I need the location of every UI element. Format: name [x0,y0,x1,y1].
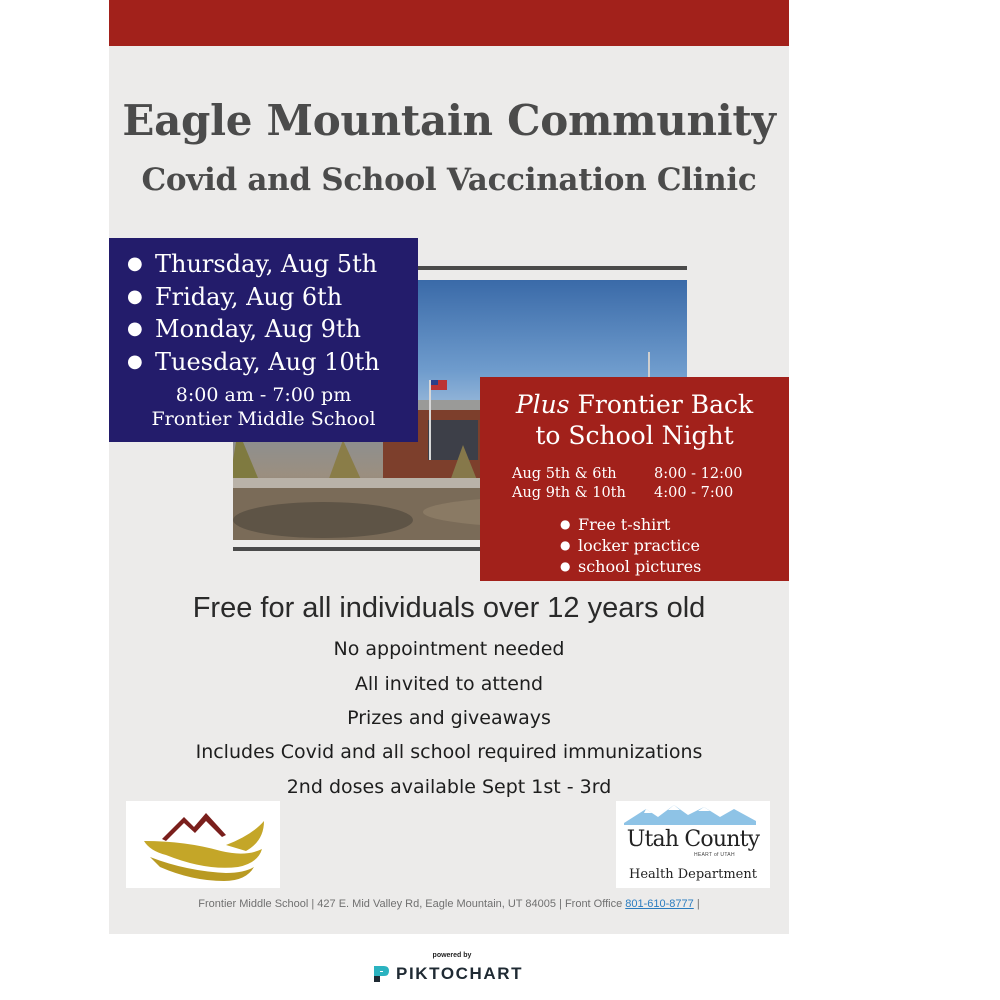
perk-text: Free t-shirt [578,515,671,534]
clinic-location: Frontier Middle School [151,408,376,430]
top-red-band [109,0,789,46]
info-line: 2nd doses available Sept 1st - 3rd [286,776,612,798]
date-text: Friday, Aug 6th [155,282,343,311]
back-to-school-title [480,389,789,451]
date-text: Thursday, Aug 5th [155,250,378,278]
eagle-mountain-logo-icon [126,801,280,888]
clinic-hours: 8:00 am - 7:00 pm [175,384,352,406]
page-subtitle: Covid and School Vaccination Clinic [141,162,757,198]
date-item [127,346,380,379]
clinic-dates-list [127,248,380,378]
schedule-dates: Aug 9th & 10th [512,485,626,501]
utah-county-tagline: HEART of UTAH [694,852,735,858]
bullet-icon: ● [560,517,571,531]
date-item [127,248,380,281]
title-line2: to School Night [535,421,734,450]
flyer [109,0,789,934]
perk-text: locker practice [578,536,700,555]
date-text: Tuesday, Aug 10th [155,347,380,376]
schedule-time: 4:00 - 7:00 [654,485,734,501]
info-line: Prizes and giveaways [347,707,551,729]
piktochart-brand[interactable] [372,963,523,985]
footer-address: Frontier Middle School | 427 E. Mid Valley Rd, Eagle Mountain, UT 84005 | Front Office [198,898,626,910]
schedule-time: 8:00 - 12:00 [654,466,743,482]
free-headline: Free for all individuals over 12 years old [192,592,706,624]
utah-county-name: Utah County [626,827,760,852]
plus-word: Plus [515,390,570,419]
date-item [127,313,380,346]
bullet-icon: ● [560,538,571,552]
bullet-icon: ● [127,350,143,372]
date-item [127,281,380,314]
bullet-icon: ● [127,253,143,274]
back-to-school-box [480,377,789,581]
perk-item [560,556,701,577]
perk-item [560,535,701,556]
bullet-icon: ● [560,559,571,573]
health-department-label: Health Department [629,867,757,882]
info-line: No appointment needed [333,638,565,660]
eagle-mountain-logo [126,801,280,888]
powered-by-label: powered by [432,952,472,959]
phone-link[interactable]: 801-610-8777 [625,898,694,910]
bullet-icon: ● [127,285,143,307]
info-line: All invited to attend [354,673,544,695]
back-to-school-schedule [512,465,742,503]
piktochart-wordmark: PIKTOCHART [396,964,524,983]
perk-text: school pictures [578,557,702,576]
back-to-school-perks [560,514,701,577]
schedule-row [512,465,742,484]
piktochart-logo-icon [372,964,390,984]
bullet-icon: ● [127,318,143,339]
info-line: Includes Covid and all school required immunizations [195,741,703,763]
footer-suffix: | [693,898,700,910]
perk-item [560,514,701,535]
utah-county-logo [616,801,770,888]
date-text: Monday, Aug 9th [155,315,361,343]
schedule-dates: Aug 5th & 6th [512,466,617,482]
clinic-dates-box [109,238,418,442]
page-title: Eagle Mountain Community [122,96,776,145]
schedule-row [512,484,742,503]
footer-contact [109,898,789,910]
title-line1: Frontier Back [569,390,754,419]
